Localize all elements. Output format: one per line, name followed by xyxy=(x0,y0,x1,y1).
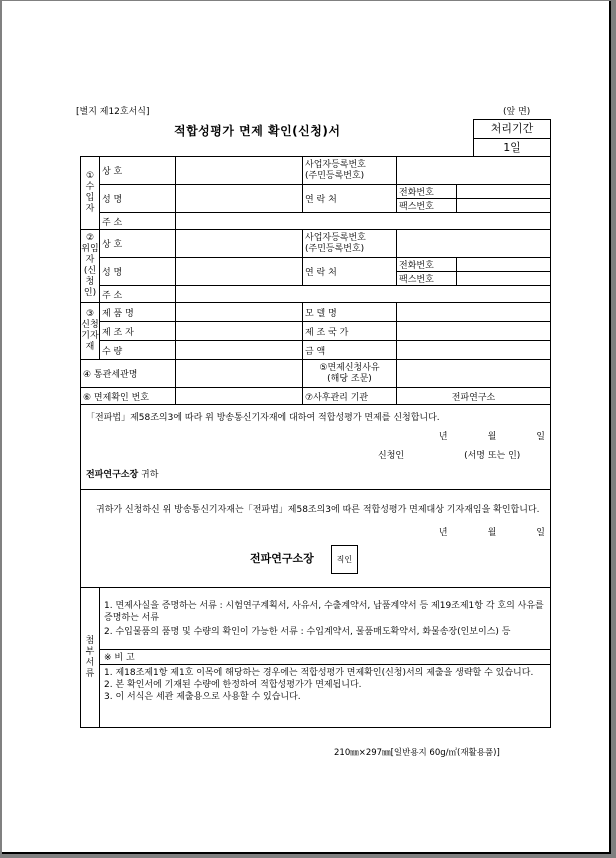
importer-name-label: 성 명 xyxy=(100,185,176,213)
importer-fax-field[interactable] xyxy=(457,199,551,213)
page-side-label: (앞 면) xyxy=(503,107,531,117)
applicant-name-field[interactable] xyxy=(176,258,303,286)
confirmation-text: 귀하가 신청하신 위 방송통신기자재는「전파법」제58조의3에 따른 적합성평가 면제대상 기자재임을 확인합니다. xyxy=(96,505,540,515)
applicant-reg-no-label: 사업자등록번호 (주민등록번호) xyxy=(303,230,397,258)
recipient-line: 전파연구소장 귀하 xyxy=(86,470,159,480)
issuer-line xyxy=(86,545,545,574)
processing-period-box xyxy=(473,119,551,157)
importer-group-label: ① 수 입 자 xyxy=(81,157,100,230)
customs-office-label: ④ 통관세관명 xyxy=(81,360,176,388)
manufacturer-field[interactable] xyxy=(176,322,303,341)
amount-label: 금 액 xyxy=(303,341,397,360)
applicant-address-field[interactable] xyxy=(176,286,551,303)
issuer-name: 전파연구소장 xyxy=(250,552,314,565)
equipment-group-label: ③ 신청기자재 xyxy=(81,303,100,360)
form-number-label: [별지 제12호서식] xyxy=(76,107,150,117)
processing-period-value: 1일 xyxy=(503,141,521,154)
exemption-reason-field[interactable] xyxy=(397,360,551,388)
application-date: 년 월 일 xyxy=(438,432,545,442)
applicant-reg-no-field[interactable] xyxy=(397,230,551,258)
product-name-field[interactable] xyxy=(176,303,303,322)
applicant-trade-name-field[interactable] xyxy=(176,230,303,258)
application-text: 「전파법」제58조의3에 따라 위 방송통신기자재에 대하여 적합성평가 면제를 신청합니다. xyxy=(86,413,440,423)
processing-period-header: 처리기간 xyxy=(474,120,550,139)
remarks xyxy=(100,650,551,728)
applicant-phone-label: 전화번호 xyxy=(397,258,457,272)
quantity-field[interactable] xyxy=(176,341,303,360)
importer-trade-name-field[interactable] xyxy=(176,157,303,185)
product-name-label: 제 품 명 xyxy=(100,303,176,322)
official-seal: 직인 xyxy=(331,545,358,574)
applicant-name-label: 성 명 xyxy=(100,258,176,286)
attachment-item: 2. 수입물품의 품명 및 수량의 확인이 가능한 서류 : 수입계약서, 물품매도확약서, 화물송장(인보이스) 등 xyxy=(104,626,511,637)
importer-address-label: 주 소 xyxy=(100,213,176,230)
country-field[interactable] xyxy=(397,322,551,341)
post-management-value: 전파연구소 xyxy=(397,388,551,405)
page-title: 적합성평가 면제 확인(신청)서 xyxy=(174,124,341,138)
importer-phone-label: 전화번호 xyxy=(397,185,457,199)
remark-item: 2. 본 확인서에 기재된 수량에 한정하여 적합성평가가 면제됩니다. xyxy=(104,680,362,690)
importer-fax-label: 팩스번호 xyxy=(397,199,457,213)
application-statement xyxy=(81,405,551,490)
country-label: 제 조 국 가 xyxy=(303,322,397,341)
application-form-table xyxy=(80,156,551,728)
importer-contact-label: 연 락 처 xyxy=(303,185,397,213)
applicant-trade-name-label: 상 호 xyxy=(100,230,176,258)
manufacturer-label: 제 조 자 xyxy=(100,322,176,341)
exemption-reason-label: ⑤면제신청사유 (해당 조문) xyxy=(303,360,397,388)
remarks-header: ※ 비 고 xyxy=(100,652,550,665)
importer-phone-field[interactable] xyxy=(457,185,551,199)
attachments-list xyxy=(100,588,551,650)
remark-item: 1. 제18조제1항 제1호 이목에 해당하는 경우에는 적합성평가 면제확인(신청)서의 제출을 생략할 수 있습니다. xyxy=(104,668,534,678)
importer-reg-no-field[interactable] xyxy=(397,157,551,185)
post-management-label: ⑦사후관리 기관 xyxy=(303,388,397,405)
confirmation-statement xyxy=(81,490,551,588)
importer-address-field[interactable] xyxy=(176,213,551,230)
applicant-phone-field[interactable] xyxy=(457,258,551,272)
model-name-label: 모 델 명 xyxy=(303,303,397,322)
remark-item: 3. 이 서식은 세관 제출용으로 사용할 수 있습니다. xyxy=(104,692,301,702)
applicant-fax-field[interactable] xyxy=(457,272,551,286)
confirmation-date: 년 월 일 xyxy=(438,528,545,538)
importer-name-field[interactable] xyxy=(176,185,303,213)
amount-field[interactable] xyxy=(397,341,551,360)
customs-office-field[interactable] xyxy=(176,360,303,388)
applicant-address-label: 주 소 xyxy=(100,286,176,303)
applicant-fax-label: 팩스번호 xyxy=(397,272,457,286)
applicant-contact-label: 연 락 처 xyxy=(303,258,397,286)
importer-trade-name-label: 상 호 xyxy=(100,157,176,185)
paper-spec-footer: 210㎜×297㎜[일반용지 60g/㎡(재활용품)] xyxy=(334,748,500,758)
attachment-item: 1. 면제사실을 증명하는 서류 : 시험연구계획서, 사유서, 수출계약서, 납품계약서 등 제19조제1항 각 호의 사유를 증명하는 서류 xyxy=(104,600,544,623)
confirmation-number-label: ⑥ 면제확인 번호 xyxy=(81,388,176,405)
quantity-label: 수 량 xyxy=(100,341,176,360)
applicant-group-label: ② 위임자(신청인) xyxy=(81,230,100,303)
confirmation-number-field[interactable] xyxy=(176,388,303,405)
applicant-signature-line: 신청인 (서명 또는 인) xyxy=(378,451,521,461)
importer-reg-no-label: 사업자등록번호 (주민등록번호) xyxy=(303,157,397,185)
model-name-field[interactable] xyxy=(397,303,551,322)
attachments-group-label: 첨 부 서 류 xyxy=(81,588,100,728)
